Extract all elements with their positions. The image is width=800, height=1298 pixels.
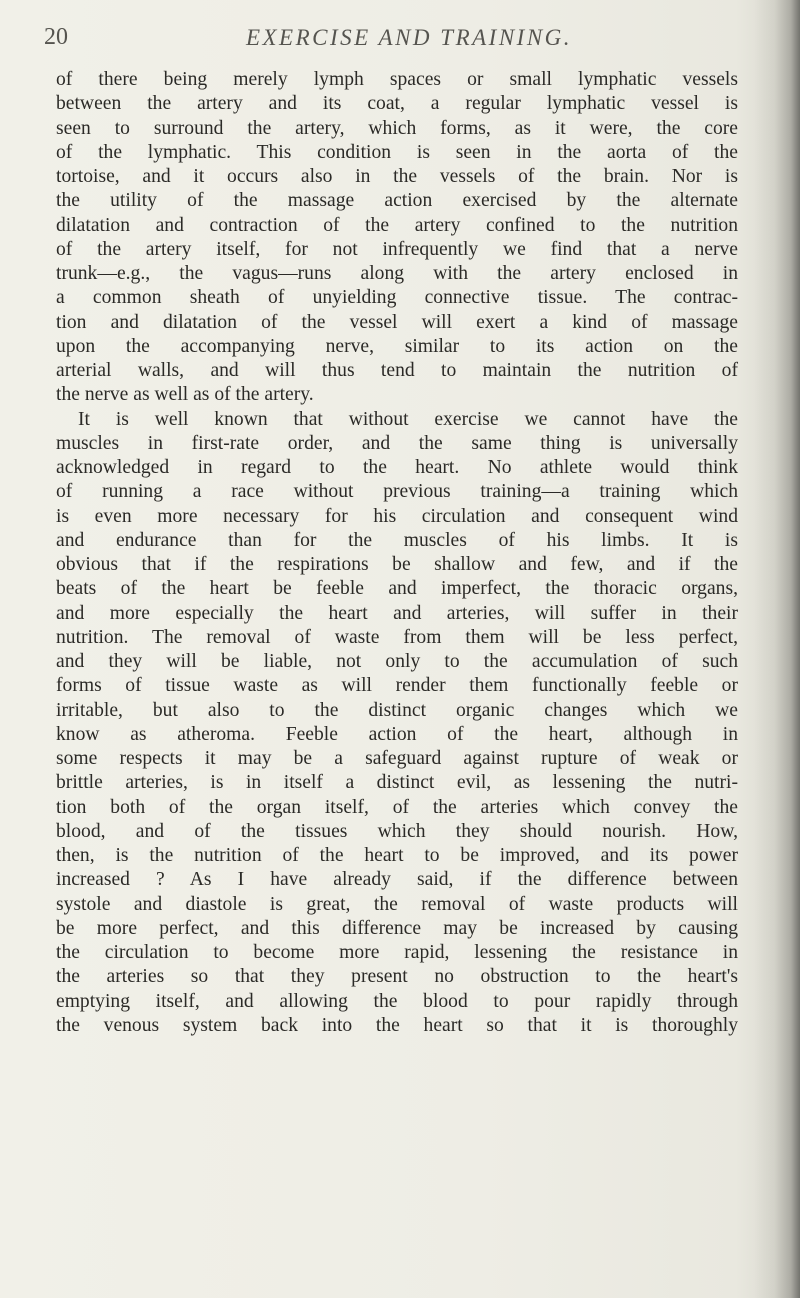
text-line: of the artery itself, for not infrequently we find that a nerve: [56, 238, 738, 260]
text-line: be more perfect, and this difference may be increased by causing: [56, 917, 738, 939]
text-line: tortoise, and it occurs also in the vessels of the brain. Nor is: [56, 166, 738, 187]
text-line: increased ? As I have already said, if the difference between: [56, 869, 738, 891]
page-header: [44, 24, 744, 64]
text-line: and more especially the heart and arteries, will suffer in their: [56, 602, 738, 624]
text-line: between the artery and its coat, a regular lymphatic vessel is: [56, 93, 738, 115]
text-line: some respects it may be a safeguard against rupture of weak or: [56, 748, 738, 769]
text-line: upon the accompanying nerve, similar to its action on the: [56, 335, 738, 357]
text-line: and they will be liable, not only to the accumulation of such: [56, 651, 738, 672]
text-line: the circulation to become more rapid, lessening the resistance in: [56, 942, 738, 963]
text-line: the venous system back into the heart so that it is thoroughly: [56, 1014, 738, 1036]
text-line: nutrition. The removal of waste from them will be less perfect,: [56, 626, 738, 648]
text-line: of the lymphatic. This condition is seen in the aorta of the: [56, 141, 738, 163]
text-line: emptying itself, and allowing the blood to pour rapidly through: [56, 990, 738, 1012]
text-line: muscles in first-rate order, and the same thing is universally: [56, 432, 738, 454]
text-line: then, is the nutrition of the heart to be improved, and its power: [56, 845, 738, 866]
text-line: of there being merely lymph spaces or small lymphatic vessels: [56, 69, 738, 90]
text-line: obvious that if the respirations be shallow and few, and if the: [56, 554, 738, 575]
text-line: beats of the heart be feeble and imperfect, the thoracic organs,: [56, 578, 738, 600]
text-line: of running a race without previous training—a training which: [56, 481, 738, 503]
text-line: trunk—e.g., the vagus—runs along with the artery enclosed in: [56, 263, 738, 284]
text-line: a common sheath of unyielding connective tissue. The contrac-: [56, 287, 738, 309]
text-line: systole and diastole is great, the removal of waste products will: [56, 893, 738, 915]
text-line: acknowledged in regard to the heart. No athlete would think: [56, 457, 738, 478]
text-line: tion and dilatation of the vessel will exert a kind of massage: [56, 311, 738, 333]
page-number: 20: [44, 24, 68, 50]
text-line: arterial walls, and will thus tend to maintain the nutrition of: [56, 360, 738, 381]
text-line: forms of tissue waste as will render them functionally feeble or: [56, 675, 738, 697]
paragraph-end-line: the nerve as well as of the artery.: [56, 384, 314, 406]
text-line: the utility of the massage action exercised by the alternate: [56, 190, 738, 212]
text-line: is even more necessary for his circulation and consequent wind: [56, 505, 738, 527]
text-line: seen to surround the artery, which forms, as it were, the core: [56, 117, 738, 139]
text-line: tion both of the organ itself, of the arteries which convey the: [56, 796, 738, 818]
text-line: dilatation and contraction of the artery confined to the nutrition: [56, 214, 738, 236]
text-line: and endurance than for the muscles of his limbs. It is: [56, 529, 738, 551]
paragraph-start-line: It is well known that without exercise we cannot have the: [78, 408, 738, 430]
text-line: blood, and of the tissues which they should nourish. How,: [56, 820, 738, 842]
text-line: brittle arteries, is in itself a distinct evil, as lessening the nutri-: [56, 772, 738, 794]
text-line: irritable, but also to the distinct organic changes which we: [56, 699, 738, 721]
running-head: EXERCISE AND TRAINING.: [245, 25, 573, 50]
text-line: know as atheroma. Feeble action of the heart, although in: [56, 723, 738, 745]
body-text: [56, 68, 738, 1038]
text-line: the arteries so that they present no obstruction to the heart's: [56, 966, 738, 988]
page-binding-shadow: [754, 0, 800, 1298]
